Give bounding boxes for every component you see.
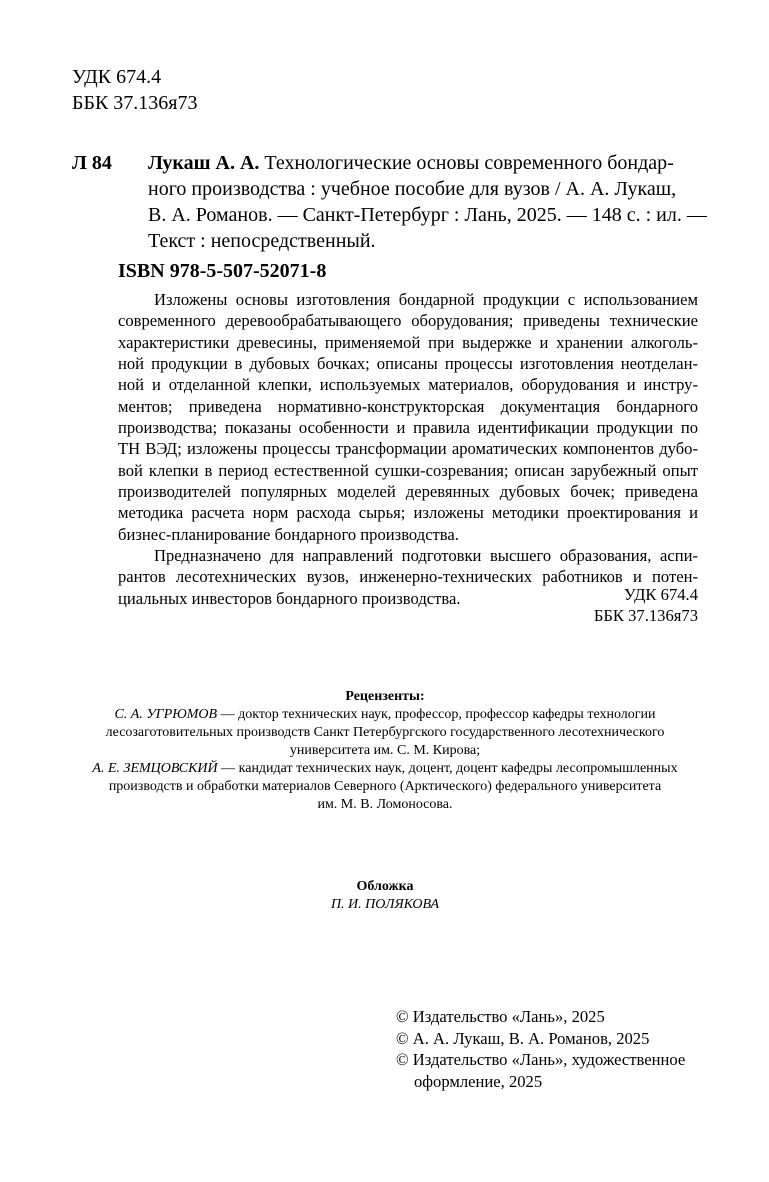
abstract-line: циальных инвесторов бондарного производства. bbox=[118, 588, 461, 608]
abstract-line: вой клепки в период естественной сушки-созревания; описан зарубежный опыт bbox=[118, 460, 698, 480]
bib-line3: В. А. Романов. — Санкт-Петербург : Лань, 2025. — 148 с. : ил. — bbox=[148, 204, 707, 226]
abstract-line: производителей популярных моделей деревянных дубовых бочек; приведена bbox=[118, 482, 698, 502]
reviewer-2-line3: им. М. В. Ломоносова. bbox=[317, 797, 453, 812]
cover-designer: П. И. ПОЛЯКОВА bbox=[330, 897, 440, 912]
abstract-line: характеристики древесины, применяемой при выдержке и хранении алкоголь- bbox=[118, 332, 698, 352]
cover-heading: Обложка bbox=[356, 879, 414, 894]
bib-author: Лукаш А. А. bbox=[148, 152, 260, 174]
abstract-line: методика расчета норм расхода сырья; изложены методики проектирования и bbox=[118, 503, 698, 523]
bbk-code-bottom: ББК 37.136я73 bbox=[593, 606, 698, 625]
copyright-line: © Издательство «Лань», художественное bbox=[396, 1050, 686, 1069]
reviewers-heading: Рецензенты: bbox=[345, 689, 425, 704]
abstract-line: ной и отделанной клепки, используемых материалов, оборудования и инстру- bbox=[118, 375, 698, 395]
abstract bbox=[118, 289, 698, 609]
abstract-line: Изложены основы изготовления бондарной продукции с использованием bbox=[154, 290, 698, 309]
copyright-block bbox=[396, 1006, 685, 1092]
copyright-line: оформление, 2025 bbox=[414, 1071, 543, 1091]
reviewer-1-line3: университета им. С. М. Кирова; bbox=[289, 743, 481, 758]
author-code: Л 84 bbox=[72, 152, 112, 174]
classification-bottom bbox=[560, 584, 698, 626]
abstract-line: бизнес-планирование бондарного производства. bbox=[118, 524, 459, 544]
bib-title-line1: Технологические основы современного бондар- bbox=[259, 152, 674, 174]
reviewer-1-line2: лесозаготовительных производств Санкт Петербургского государственного лесотехнического bbox=[105, 725, 665, 740]
reviewer-2-text: — кандидат технических наук, доцент, доцент кафедры лесопромышленных bbox=[217, 761, 678, 776]
abstract-line: ной продукции в дубовых бочках; описаны процессы изготовления неотделан- bbox=[118, 354, 698, 374]
abstract-line: ментов; приведена нормативно-конструкторская документация бондарного bbox=[118, 396, 698, 416]
udk-code-bottom: УДК 674.4 bbox=[624, 585, 698, 604]
udk-code: УДК 674.4 bbox=[72, 66, 162, 88]
classification-top bbox=[72, 64, 198, 116]
bibliographic-record bbox=[148, 150, 707, 254]
cover-credit bbox=[40, 878, 730, 914]
bib-line4: Текст : непосредственный. bbox=[148, 230, 376, 252]
copyright-line: © А. А. Лукаш, В. А. Романов, 2025 bbox=[396, 1028, 650, 1048]
copyright-line: © Издательство «Лань», 2025 bbox=[396, 1007, 605, 1026]
abstract-line: современного деревообрабатывающего оборудования; приведены технические bbox=[118, 311, 698, 331]
abstract-line: рантов лесотехнических вузов, инженерно-технических работников и потен- bbox=[118, 567, 698, 587]
reviewers-section bbox=[40, 688, 730, 814]
bib-line2: ного производства : учебное пособие для вузов / А. А. Лукаш, bbox=[148, 178, 677, 200]
reviewer-2-line2: производств и обработки материалов Северного (Арктического) федерального университета bbox=[108, 779, 662, 794]
reviewer-2-name: А. Е. ЗЕМЦОВСКИЙ bbox=[92, 761, 218, 776]
abstract-line: Предназначено для направлений подготовки высшего образования, аспи- bbox=[154, 546, 698, 566]
abstract-line: ТН ВЭД; изложены процессы трансформации ароматических компонентов дубо- bbox=[118, 439, 698, 459]
reviewer-1-text: — доктор технических наук, профессор, профессор кафедры технологии bbox=[217, 707, 656, 722]
reviewer-1-name: С. А. УГРЮМОВ bbox=[114, 707, 218, 722]
abstract-line: производства; показаны особенности и правила идентификации продукции по bbox=[118, 418, 698, 438]
isbn: ISBN 978-5-507-52071-8 bbox=[118, 260, 327, 282]
bbk-code: ББК 37.136я73 bbox=[72, 92, 198, 114]
